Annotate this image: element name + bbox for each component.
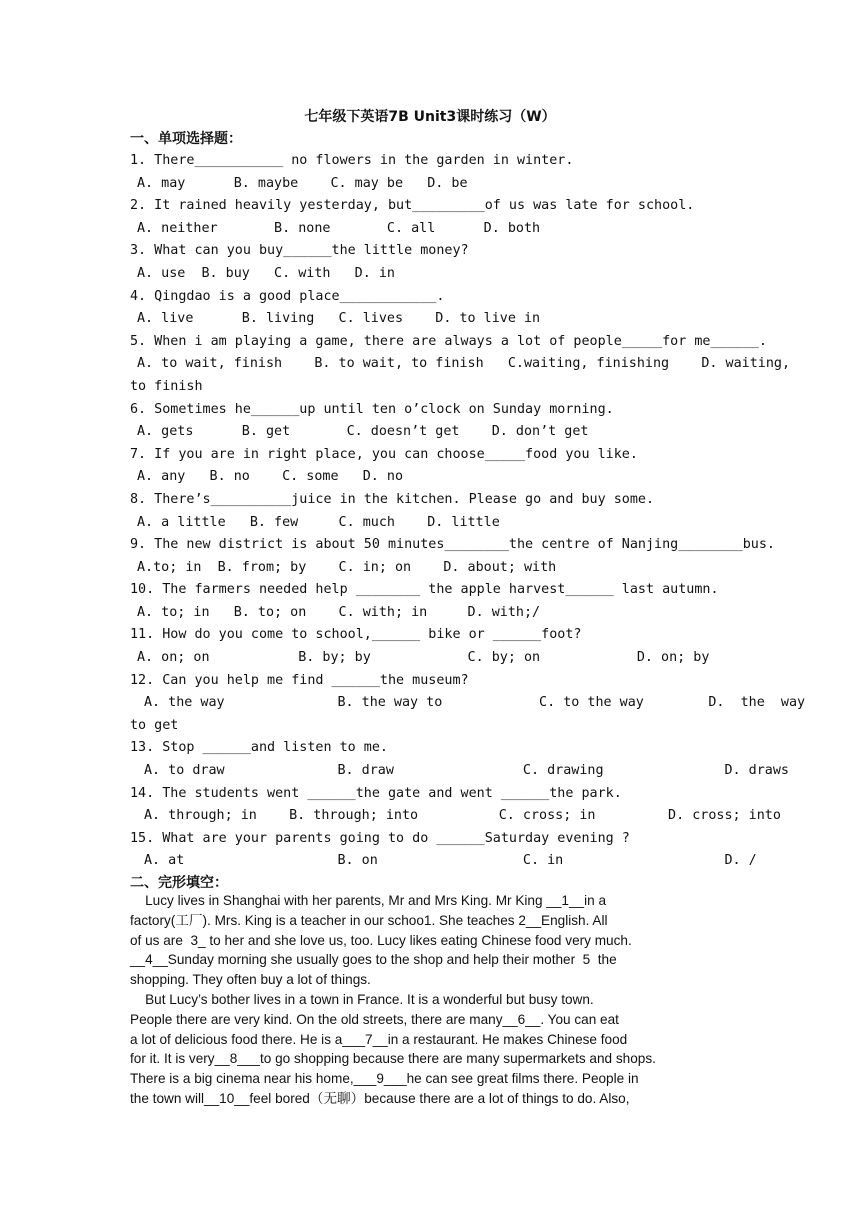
options-line: A. a little B. few C. much D. little (137, 514, 500, 530)
question-line: 11. How do you come to school,______ bike or ______foot? (130, 627, 582, 643)
options-line-continued: to get (130, 717, 179, 733)
passage-line: a lot of delicious food there. He is a___7__in a restaurant. He makes Chinese food (130, 1031, 628, 1047)
section-heading-cloze: 二、完形填空： (130, 875, 228, 891)
worksheet-title: 七年级下英语7B Unit3课时练习（W） (304, 109, 556, 125)
options-line: A. gets B. get C. doesn’t get D. don’t get (137, 424, 589, 440)
question-line: 3. What can you buy______the little money? (130, 243, 469, 259)
passage-line: But Lucy’s bother lives in a town in France. It is a wonderful but busy town. (130, 991, 594, 1007)
question-line: 1. There___________ no flowers in the garden in winter. (130, 153, 574, 168)
passage-line: the town will__10__feel bored（无聊）because there are a lot of things to do. Also, (130, 1090, 630, 1106)
options-line: A. on; on B. by; by C. by; on D. on; by (137, 650, 710, 666)
question-line: 12. Can you help me find ______the museum? (130, 672, 469, 688)
section-heading-multiple-choice: 一、单项选择题： (130, 131, 242, 147)
passage-line: shopping. They often buy a lot of things. (130, 972, 371, 988)
question-line: 14. The students went ______the gate and went ______the park. (130, 785, 622, 801)
options-line: A. through; in B. through; into C. cross; in D. cross; into (144, 808, 781, 824)
passage-line: People there are very kind. On the old streets, there are many__6__. You can eat (130, 1011, 619, 1027)
question-line: 10. The farmers needed help ________ the apple harvest______ last autumn. (130, 582, 719, 598)
passage-line: There is a big cinema near his home,___9___he can see great films there. People in (130, 1071, 639, 1087)
passage-line: of us are 3_ to her and she love us, too. Lucy likes eating Chinese food very much. (130, 932, 632, 948)
question-line: 5. When i am playing a game, there are always a lot of people_____for me______. (130, 333, 767, 349)
options-line: A. any B. no C. some D. no (137, 469, 404, 485)
options-line: A. neither B. none C. all D. both (137, 220, 541, 236)
options-line: A. use B. buy C. with D. in (137, 265, 395, 281)
question-line: 9. The new district is about 50 minutes________the centre of Nanjing________bus. (130, 537, 775, 553)
multiple-choice-questions (130, 150, 806, 873)
options-line: A. to; in B. to; on C. with; in D. with;/ (137, 604, 541, 620)
question-line: 7. If you are in right place, you can choose_____food you like. (130, 446, 638, 462)
question-line: 4. Qingdao is a good place____________. (130, 288, 445, 304)
options-line: A. the way B. the way to C. to the way D. the way (144, 695, 806, 711)
passage-line: factory(工厂). Mrs. King is a teacher in our schoo1. She teaches 2__English. All (130, 912, 608, 928)
options-line: A. may B. maybe C. may be D. be (137, 175, 468, 191)
question-line: 13. Stop ______and listen to me. (130, 740, 388, 756)
passage-line: __4__Sunday morning she usually goes to the shop and help their mother 5 the (130, 952, 617, 968)
cloze-passage (130, 891, 732, 1109)
question-line: 15. What are your parents going to do ______Saturday evening ? (130, 830, 630, 846)
question-line: 6. Sometimes he______up until ten o’clock on Sunday morning. (130, 401, 614, 417)
question-line: 8. There’s__________juice in the kitchen. Please go and buy some. (130, 491, 655, 507)
options-line: A. at B. on C. in D. / (144, 853, 757, 869)
options-line: A. to wait, finish B. to wait, to finish C.waiting, finishing D. waiting, (137, 356, 791, 372)
passage-line: for it. It is very__8___to go shopping because there are many supermarkets and shops. (130, 1051, 656, 1067)
options-line-continued: to finish (130, 378, 203, 394)
question-line: 2. It rained heavily yesterday, but_________of us was late for school. (130, 198, 695, 214)
passage-line: Lucy lives in Shanghai with her parents, Mr and Mrs King. Mr King __1__in a (130, 893, 607, 908)
options-line: A. live B. living C. lives D. to live in (137, 311, 541, 327)
options-line: A.to; in B. from; by C. in; on D. about; with (137, 559, 557, 575)
options-line: A. to draw B. draw C. drawing D. draws (144, 763, 789, 779)
